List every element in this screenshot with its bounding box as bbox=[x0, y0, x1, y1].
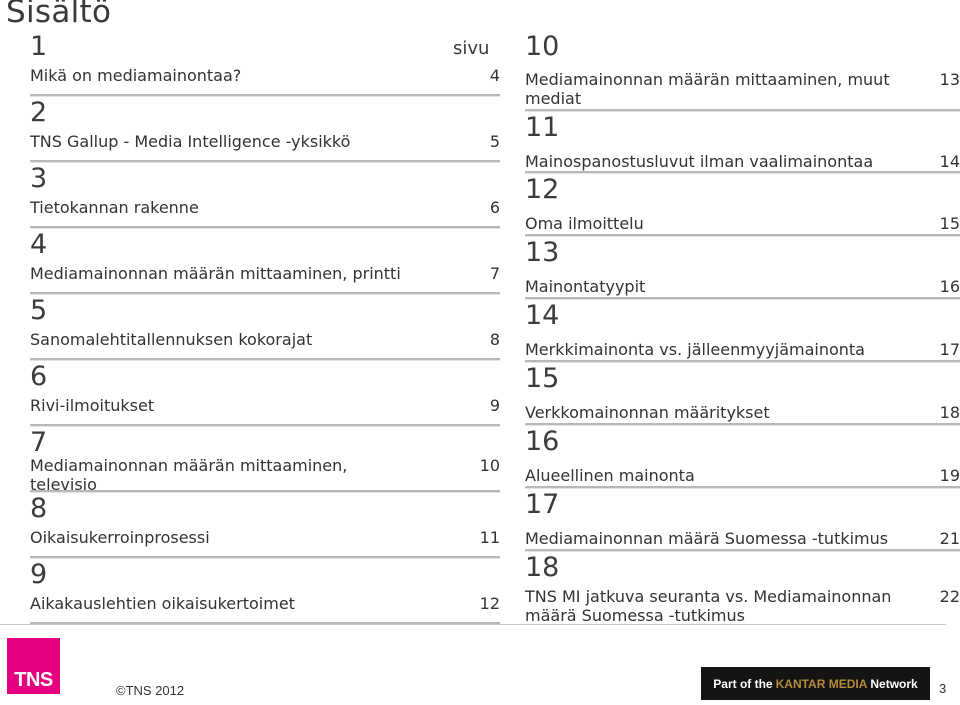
page-title: Sisältö bbox=[6, 0, 112, 30]
toc-entry-title: Aikakauslehtien oikaisukertoimet bbox=[30, 594, 295, 613]
toc-entry-title: Oikaisukerroinprosessi bbox=[30, 528, 210, 547]
toc-entry bbox=[30, 30, 500, 96]
toc-entry-number: 1 bbox=[30, 31, 48, 62]
toc-entry-title: Alueellinen mainonta bbox=[525, 466, 695, 485]
toc-entry-title: Mediamainonnan määrän mittaaminen, printti bbox=[30, 264, 401, 283]
toc-entry-number: 5 bbox=[30, 295, 48, 326]
toc-entry-number: 9 bbox=[30, 559, 48, 590]
toc-entry-title: Mainospanostusluvut ilman vaalimainontaa bbox=[525, 152, 874, 171]
toc-entry bbox=[525, 236, 960, 299]
network-prefix: Part of the bbox=[713, 676, 773, 691]
toc-entry-title: Oma ilmoittelu bbox=[525, 214, 644, 233]
toc-entry bbox=[525, 488, 960, 551]
toc-entry-page: 4 bbox=[489, 66, 500, 85]
toc-entry-number: 2 bbox=[30, 97, 48, 128]
toc-entry-page: 8 bbox=[489, 330, 500, 349]
toc-entry-title: Verkkomainonnan määritykset bbox=[525, 403, 770, 422]
network-brand: KANTAR MEDIA bbox=[775, 676, 868, 691]
toc-entry bbox=[30, 426, 500, 492]
page-column-label: sivu bbox=[453, 38, 490, 59]
toc-entry-number: 16 bbox=[525, 426, 560, 457]
toc-entry-number: 11 bbox=[525, 112, 560, 143]
tns-logo-text: TNS bbox=[14, 669, 53, 691]
toc-entry-number: 4 bbox=[30, 229, 48, 260]
toc-entry bbox=[30, 294, 500, 360]
toc-entry-page: 18 bbox=[939, 403, 960, 422]
toc-entry bbox=[30, 96, 500, 162]
toc-entry bbox=[30, 360, 500, 426]
toc-entry-page: 16 bbox=[939, 277, 960, 296]
toc-entry bbox=[30, 228, 500, 294]
toc-entry bbox=[30, 162, 500, 228]
toc-entry-number: 6 bbox=[30, 361, 48, 392]
toc-entry-title: Mediamainonnan määrä Suomessa -tutkimus bbox=[525, 529, 889, 548]
toc-entry-title: Mikä on mediamainontaa? bbox=[30, 66, 242, 85]
toc-entry-title: TNS MI jatkuva seuranta vs. Mediamainonnan määrä Suomessa -tutkimus bbox=[525, 587, 892, 625]
toc-entry-number: 8 bbox=[30, 493, 48, 524]
toc-entry bbox=[525, 30, 960, 111]
tns-logo bbox=[7, 638, 60, 694]
toc-entry bbox=[525, 362, 960, 425]
toc-entry-page: 12 bbox=[479, 594, 500, 613]
toc-entry-page: 14 bbox=[939, 152, 960, 171]
toc-entry-number: 15 bbox=[525, 363, 560, 394]
page-number: 3 bbox=[939, 681, 947, 696]
toc-entry-title: Tietokannan rakenne bbox=[30, 198, 199, 217]
toc-entry-page: 11 bbox=[479, 528, 500, 547]
toc-entry-number: 14 bbox=[525, 300, 560, 331]
toc-entry-number: 17 bbox=[525, 489, 560, 520]
toc-entry-title: TNS Gallup - Media Intelligence -yksikkö bbox=[30, 132, 351, 151]
copyright-text: ©TNS 2012 bbox=[116, 683, 185, 698]
network-suffix: Network bbox=[870, 676, 918, 691]
toc-entry bbox=[525, 173, 960, 236]
toc-entry-page: 22 bbox=[939, 587, 960, 606]
toc-entry-page: 19 bbox=[939, 466, 960, 485]
toc-entry-title: Merkkimainonta vs. jälleenmyyjämainonta bbox=[525, 340, 865, 359]
toc-entry bbox=[525, 111, 960, 173]
toc-left-column bbox=[30, 30, 500, 624]
toc-entry-title: Rivi-ilmoitukset bbox=[30, 396, 155, 415]
kantar-media-network-logo bbox=[701, 667, 930, 700]
toc-entry-title: Mediamainonnan määrän mittaaminen, televisio bbox=[30, 456, 348, 494]
toc-entry bbox=[525, 299, 960, 362]
toc-entry-number: 13 bbox=[525, 237, 560, 268]
toc-entry-page: 15 bbox=[939, 214, 960, 233]
toc-entry bbox=[525, 425, 960, 488]
toc-entry-page: 5 bbox=[489, 132, 500, 151]
toc-entry-number: 12 bbox=[525, 174, 560, 205]
toc-entry-page: 9 bbox=[489, 396, 500, 415]
toc-entry-page: 7 bbox=[489, 264, 500, 283]
toc-entry-page: 21 bbox=[939, 529, 960, 548]
toc-entry-page: 6 bbox=[489, 198, 500, 217]
toc-entry-number: 10 bbox=[525, 31, 560, 62]
toc-entry bbox=[30, 558, 500, 624]
toc-entry-number: 7 bbox=[30, 427, 48, 458]
toc-entry-title: Mainontatyypit bbox=[525, 277, 646, 296]
toc-right-column bbox=[525, 30, 960, 628]
footer-divider bbox=[0, 624, 946, 625]
toc-entry-number: 3 bbox=[30, 163, 48, 194]
toc-entry-page: 10 bbox=[479, 456, 500, 475]
toc-entry-page: 17 bbox=[939, 340, 960, 359]
toc-entry-page: 13 bbox=[939, 70, 960, 89]
toc-entry-title: Mediamainonnan määrän mittaaminen, muut mediat bbox=[525, 70, 890, 108]
toc-entry bbox=[525, 551, 960, 628]
toc-entry-title: Sanomalehtitallennuksen kokorajat bbox=[30, 330, 313, 349]
toc-entry-number: 18 bbox=[525, 552, 560, 583]
toc-entry bbox=[30, 492, 500, 558]
